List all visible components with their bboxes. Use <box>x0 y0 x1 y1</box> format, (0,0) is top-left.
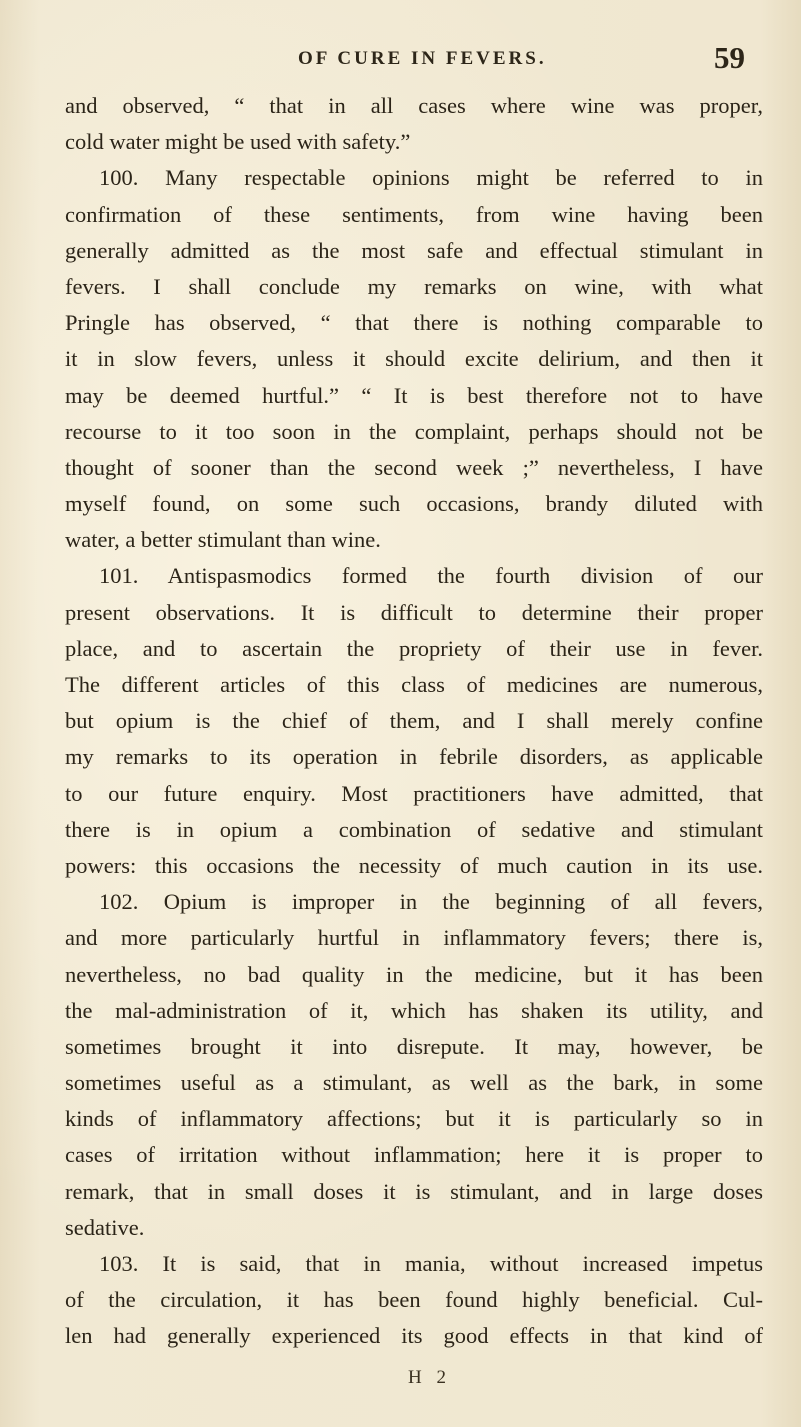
text-line: but opium is the chief of them, and I shall merely confine <box>65 708 763 734</box>
text-line: may be deemed hurtful.” “ It is best therefore not to have <box>65 382 763 408</box>
text-line: water, a better stimulant than wine. <box>65 527 381 553</box>
text-line: it in slow fevers, unless it should excite delirium, and then it <box>65 346 763 372</box>
text-line: fevers. I shall conclude my remarks on wine, with what <box>65 273 763 299</box>
text-line: kinds of inflammatory affections; but it is particularly so in <box>65 1106 763 1132</box>
text-line: confirmation of these sentiments, from wine having been <box>65 201 763 227</box>
text-line: of the circulation, it has been found highly beneficial. Cul- <box>65 1287 763 1313</box>
text-line: len had generally experienced its good effects in that kind of <box>65 1323 763 1349</box>
text-line: place, and to ascertain the propriety of their use in fever. <box>65 635 763 661</box>
body-text <box>65 88 763 1355</box>
text-line: and observed, “ that in all cases where wine was proper, <box>65 93 763 118</box>
paragraph-100-start: 100. Many respectable opinions might be referred to in <box>99 165 763 191</box>
text-line: present observations. It is difficult to determine their proper <box>65 599 763 625</box>
running-head <box>0 40 801 80</box>
text-line: Pringle has observed, “ that there is nothing comparable to <box>65 310 763 336</box>
text-line: thought of sooner than the second week ;” nevertheless, I have <box>65 454 763 480</box>
paragraph-103-start: 103. It is said, that in mania, without increased impetus <box>99 1251 763 1276</box>
text-line: powers: this occasions the necessity of much caution in its use. <box>65 852 763 878</box>
text-line: there is in opium a combination of sedative and stimulant <box>65 816 763 842</box>
signature-mark: H 2 <box>408 1367 451 1388</box>
text-line: sometimes useful as a stimulant, as well as the bark, in some <box>65 1070 763 1096</box>
text-line: generally admitted as the most safe and effectual stimulant in <box>65 237 763 263</box>
text-line: The different articles of this class of medicines are numerous, <box>65 672 763 697</box>
text-line: remark, that in small doses it is stimulant, and in large doses <box>65 1178 763 1204</box>
text-line: and more particularly hurtful in inflammatory fevers; there is, <box>65 925 763 951</box>
text-line: sedative. <box>65 1214 145 1240</box>
paragraph-102-start: 102. Opium is improper in the beginning of all fevers, <box>99 889 763 915</box>
text-line: my remarks to its operation in febrile disorders, as applicable <box>65 744 763 770</box>
text-line: recourse to it too soon in the complaint, perhaps should not be <box>65 418 763 444</box>
text-line: nevertheless, no bad quality in the medicine, but it has been <box>65 961 763 987</box>
running-title: OF CURE IN FEVERS. <box>298 48 547 69</box>
text-line: to our future enquiry. Most practitioners have admitted, that <box>65 780 763 806</box>
text-line: sometimes brought it into disrepute. It may, however, be <box>65 1033 763 1059</box>
text-line: cases of irritation without inflammation; here it is proper to <box>65 1142 763 1168</box>
page-number: 59 <box>714 40 745 75</box>
text-line: the mal-administration of it, which has shaken its utility, and <box>65 997 763 1023</box>
text-line: cold water might be used with safety.” <box>65 129 411 155</box>
text-line: myself found, on some such occasions, brandy diluted with <box>65 491 763 517</box>
paragraph-101-start: 101. Antispasmodics formed the fourth division of our <box>99 563 763 589</box>
